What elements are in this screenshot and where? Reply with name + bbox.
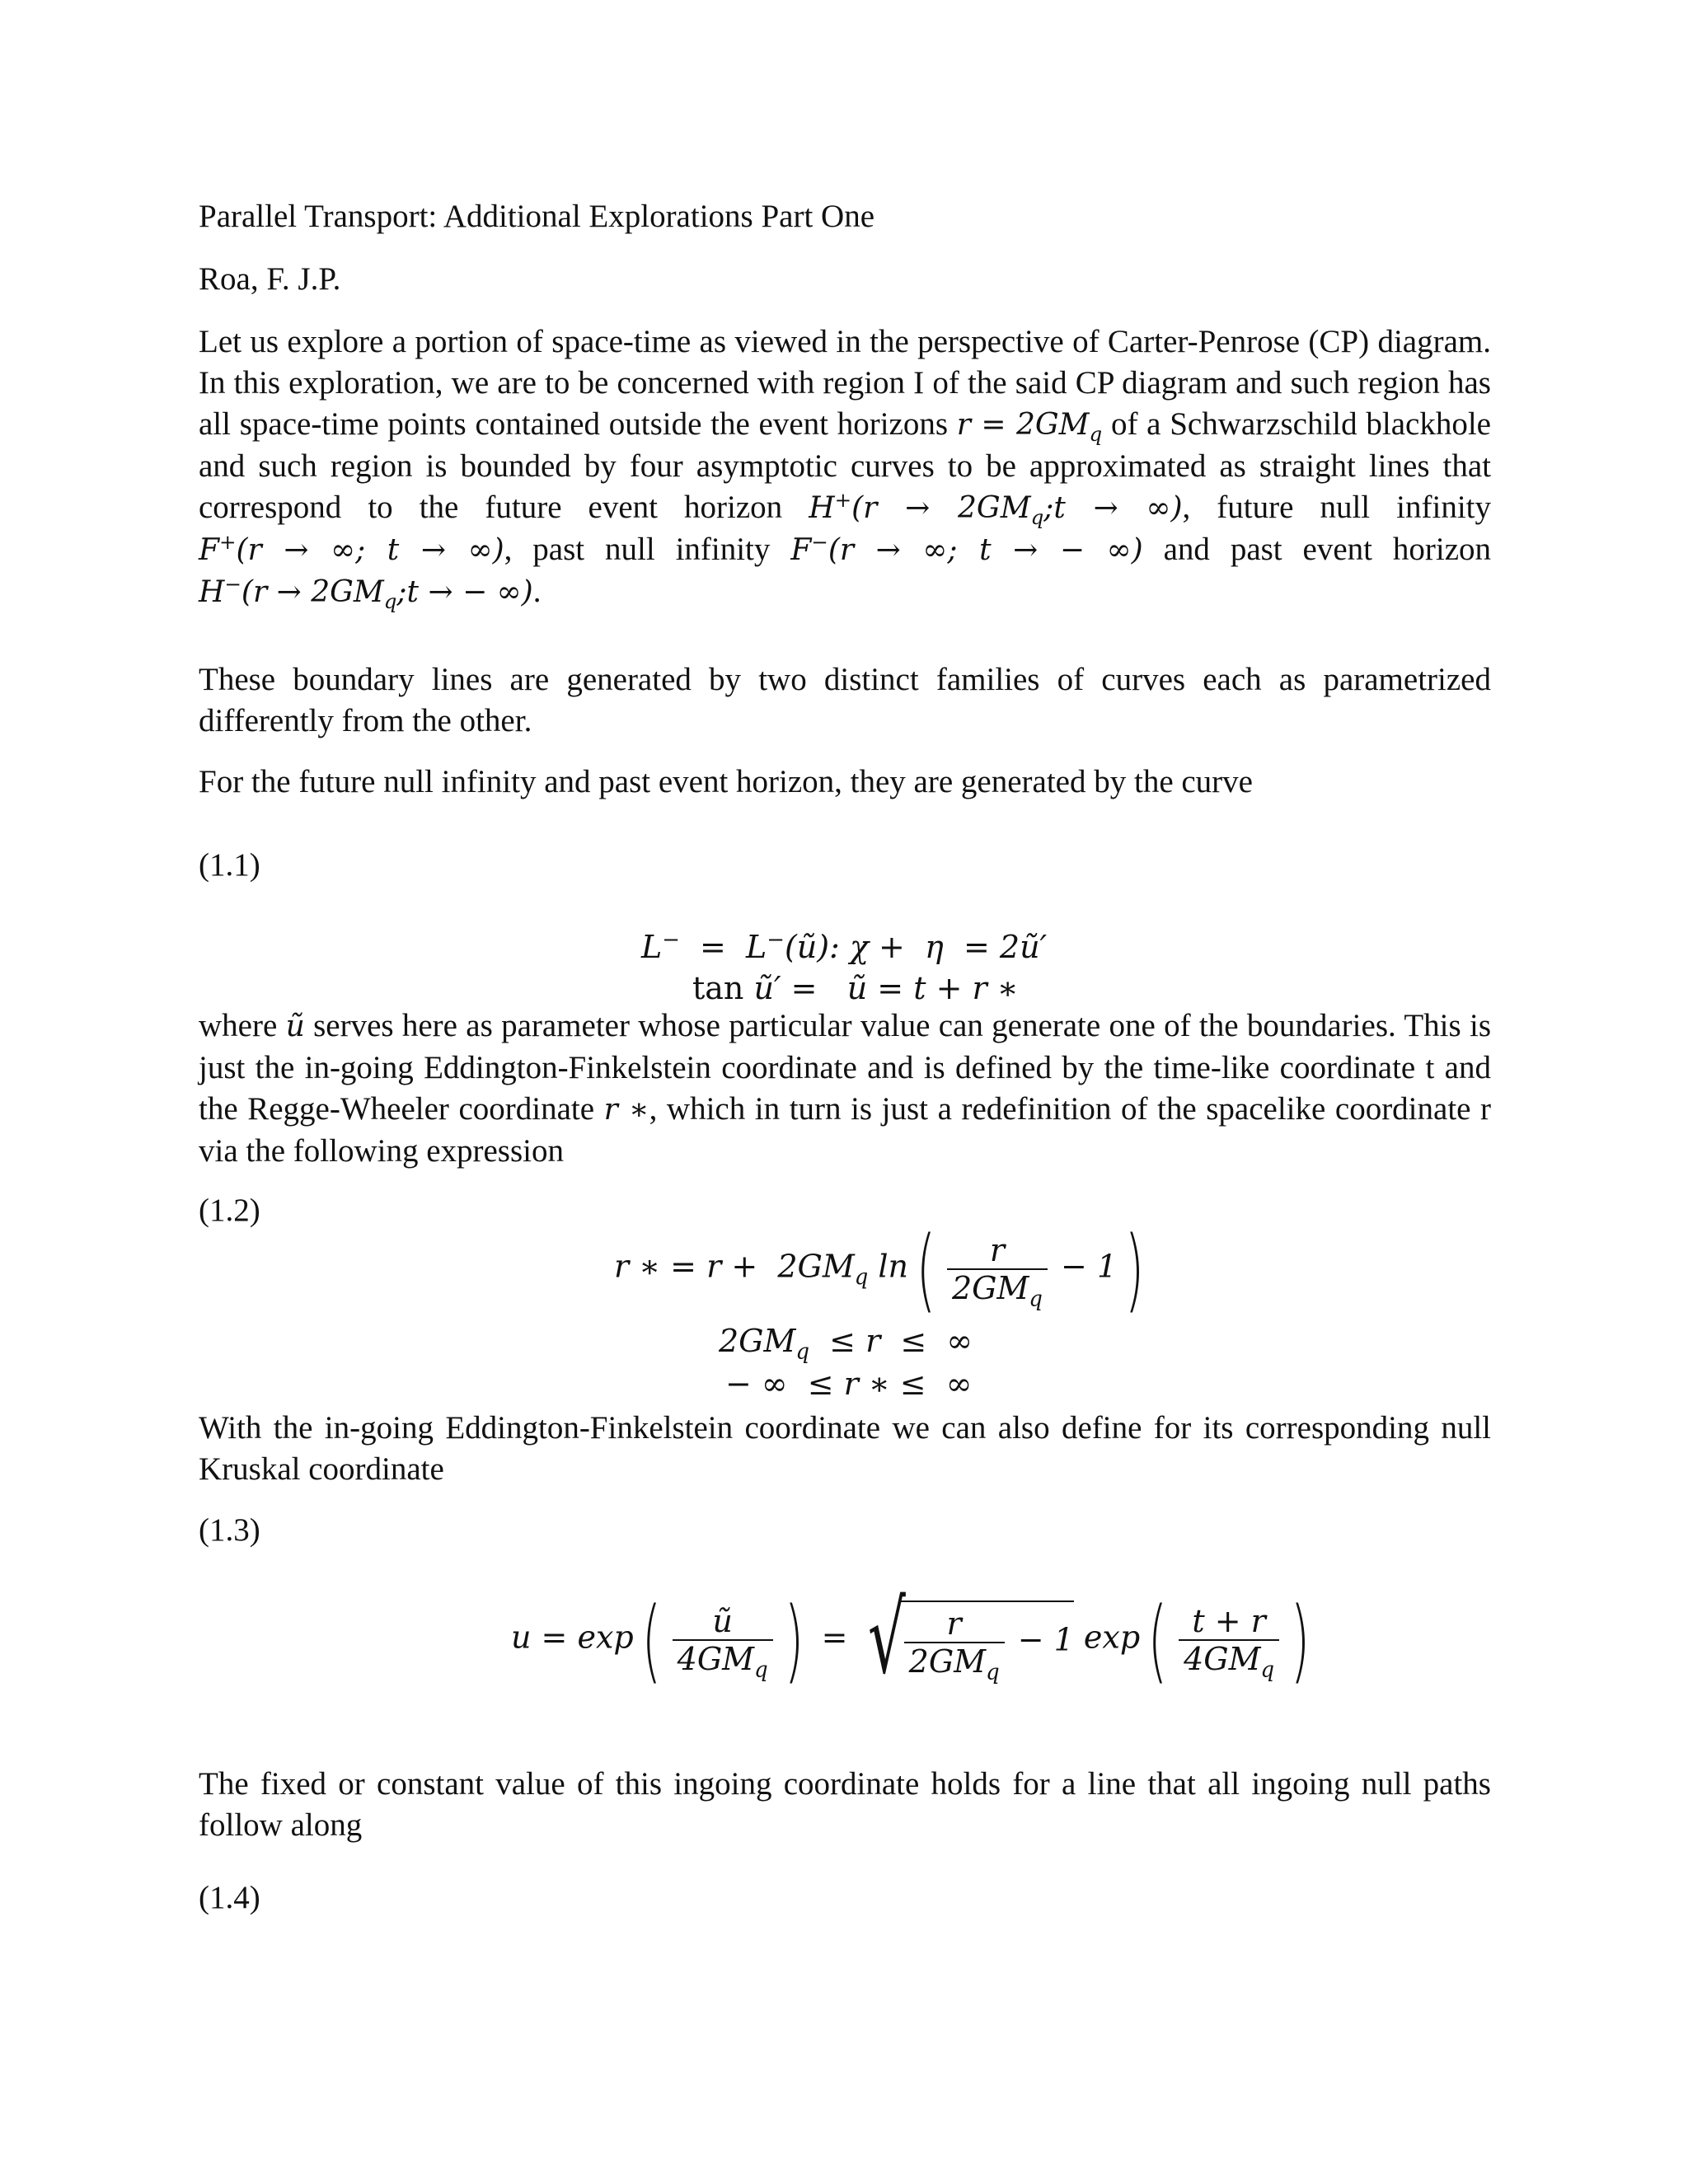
math-future-horizon: $H^+(r \to 2GM_q;t$ → ∞) (809, 488, 1183, 530)
paper-title: Parallel Transport: Additional Explorations Part One (199, 199, 875, 234)
math-r-star: r ∗ (603, 1093, 649, 1127)
equation-1-2-line-2: $2GM_q \le r$ ≤ ∞ (719, 1323, 973, 1365)
equation-1-3: u = exp( $\frac{ũ}{4GM_q}$ ) = √ $\frac{r}{2GM_q}$ − 1 exp( $\frac{t + r}{4GM_q}$ ) (511, 1582, 1311, 1696)
equation-label-1-2: (1.2) (199, 1193, 260, 1228)
paragraph-parameter: where ũ serves here as parameter whose particular value can generate one of the boundaries. This is just the in-going Eddington-Finkelstein coordinate and is defined by the time-like coordinate t and the Regge-Wheeler coordinate r ∗, which in turn is just a redefinition of the spacelike coordinate r via the following expression (199, 1008, 1492, 1169)
equation-1-1-line-1: L− = L−(ũ): χ + η = 2ũ′ (641, 927, 1048, 965)
paragraph-intro: Let us explore a portion of space-time as viewed in the perspective of Carter-Penrose (CP) diagram. In this exploration, we are to be concerned with region I of the said CP diagram and such region has all space-time points contained outside the event horizons $r = 2GM_q$ of a Schwarzschild blackhole and such region is bounded by four asymptotic curves to be approximated as straight lines that correspond to the future event horizon $H^+(r \to 2GM_q;t$ → ∞), future null infinity F+(r → ∞; t → ∞), past null infinity F−(r → ∞; t → − ∞) and past event horizon $H^-(r \to 2GM_q;t$ → − ∞). (199, 324, 1492, 614)
paragraph-ingoing-paths: The fixed or constant value of this ingoing coordinate holds for a line that all ingoing null paths follow along (199, 1766, 1491, 1843)
author-line: Roa, F. J.P. (199, 261, 341, 297)
paragraph-boundary-lines: These boundary lines are generated by two distinct families of curves each as parametrized differently from the other. (199, 662, 1491, 738)
equation-label-1-1: (1.1) (199, 847, 260, 883)
equation-1-2-line-1: r ∗ = $r + 2GM_q$ ln( $\frac{r}{2GM_q}$ − 1) (614, 1216, 1145, 1322)
math-future-null-infinity: F+(r → ∞; t → ∞) (199, 530, 504, 567)
math-past-horizon: $H^-(r \to 2GM_q;t$ → − ∞) (199, 572, 533, 614)
paragraph-curve-intro: For the future null infinity and past event horizon, they are generated by the curve (199, 764, 1253, 799)
equation-label-1-3: (1.3) (199, 1512, 260, 1548)
math-u-tilde: ũ (285, 1010, 305, 1043)
equation-label-1-4: (1.4) (199, 1880, 260, 1915)
math-past-null-infinity: F−(r → ∞; t → − ∞) (790, 530, 1143, 567)
paragraph-kruskal: With the in-going Eddington-Finkelstein coordinate we can also define for its corresponding null Kruskal coordinate (199, 1410, 1491, 1487)
math-horizon-radius: $r = 2GM_q$ (956, 408, 1103, 447)
equation-1-1-line-2: tan ũ′ = ũ = t + r ∗ (692, 970, 1019, 1006)
equation-1-2-line-3: − ∞ ≤ r ∗ ≤ ∞ (725, 1366, 973, 1402)
